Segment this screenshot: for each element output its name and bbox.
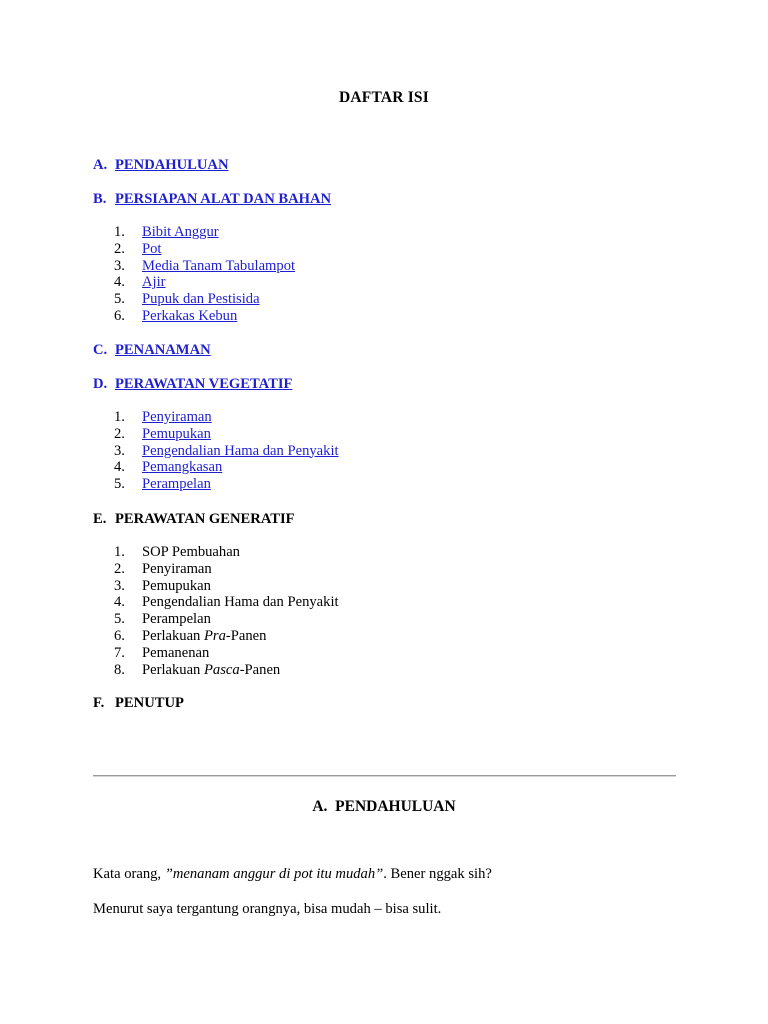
list-item: [114, 476, 339, 493]
toc-list-persiapan: [114, 224, 295, 325]
toc-link-pot[interactable]: Pot: [142, 240, 162, 257]
list-number: 8.: [114, 661, 125, 678]
list-item: [114, 561, 339, 578]
list-number: 4.: [114, 274, 125, 291]
list-number: 6.: [114, 627, 125, 644]
list-number: 3.: [114, 577, 125, 594]
toc-title: DAFTAR ISI: [339, 89, 429, 106]
toc-label: PERSIAPAN ALAT DAN BAHAN: [115, 191, 332, 207]
toc-link-bibit-anggur[interactable]: Bibit Anggur: [142, 224, 219, 240]
list-item: [114, 594, 339, 611]
list-item: [114, 443, 339, 460]
list-number: 4.: [114, 459, 125, 476]
toc-link-perkakas[interactable]: Perkakas Kebun: [142, 307, 238, 324]
toc-link-perampelan[interactable]: Perampelan: [142, 476, 211, 493]
list-item: [114, 241, 295, 258]
list-item: [114, 544, 339, 561]
toc-label: PENDAHULUAN: [115, 157, 229, 173]
toc-heading-perawatan-generatif: [93, 511, 295, 528]
list-item-text: [142, 662, 280, 678]
list-item-text: Penyiraman: [142, 560, 212, 577]
list-number: 2.: [114, 240, 125, 257]
toc-letter: B.: [93, 191, 107, 207]
list-number: 4.: [114, 594, 125, 611]
toc-link-persiapan[interactable]: [93, 191, 331, 208]
list-item-text: [142, 628, 266, 644]
paragraph-text: . Bener nggak sih?: [383, 866, 492, 882]
text-part: -Panen: [239, 661, 281, 678]
list-item: [114, 662, 339, 679]
toc-list-generatif: [114, 544, 339, 678]
list-number: 3.: [114, 257, 125, 274]
horizontal-divider: [93, 775, 676, 777]
list-number: 5.: [114, 611, 125, 628]
list-item: [114, 645, 339, 662]
list-item-text: SOP Pembuahan: [142, 544, 240, 560]
list-item-text: Pemupukan: [142, 577, 211, 594]
toc-label: PENANAMAN: [115, 342, 211, 358]
list-number: 1.: [114, 409, 125, 425]
list-item: [114, 274, 295, 291]
list-number: 2.: [114, 425, 125, 442]
italic-text: Pra: [204, 627, 226, 644]
text-part: -Panen: [225, 627, 267, 644]
list-item-text: Perampelan: [142, 611, 211, 628]
toc-link-pemupukan[interactable]: Pemupukan: [142, 425, 211, 442]
list-item: [114, 409, 339, 426]
list-item: [114, 628, 339, 645]
list-item: [114, 459, 339, 476]
list-item: [114, 308, 295, 325]
list-number: 6.: [114, 307, 125, 324]
list-number: 2.: [114, 560, 125, 577]
paragraph-2: Menurut saya tergantung orangnya, bisa mudah – bisa sulit.: [93, 901, 442, 917]
toc-link-ajir[interactable]: Ajir: [142, 274, 166, 291]
toc-list-vegetatif: [114, 409, 339, 493]
toc-link-penyiraman[interactable]: Penyiraman: [142, 409, 212, 425]
toc-letter: A.: [93, 157, 108, 173]
list-number: 5.: [114, 291, 125, 308]
list-number: 5.: [114, 476, 125, 493]
list-number: 1.: [114, 224, 125, 240]
toc-link-pengendalian[interactable]: Pengendalian Hama dan Penyakit: [142, 442, 339, 459]
section-title-pendahuluan: A. PENDAHULUAN: [312, 798, 456, 815]
list-item-text: Pengendalian Hama dan Penyakit: [142, 594, 339, 611]
toc-link-pupuk[interactable]: Pupuk dan Pestisida: [142, 291, 260, 308]
toc-heading-penutup: [93, 695, 184, 712]
text-part: Perlakuan: [142, 661, 205, 678]
toc-label: PERAWATAN GENERATIF: [115, 511, 295, 527]
toc-link-pemangkasan[interactable]: Pemangkasan: [142, 459, 223, 476]
list-number: 1.: [114, 544, 125, 560]
toc-letter: C.: [93, 342, 108, 358]
toc-label: PENUTUP: [115, 695, 184, 711]
toc-label: PERAWATAN VEGETATIF: [115, 376, 293, 392]
list-item: [114, 578, 339, 595]
toc-letter: D.: [93, 376, 108, 392]
toc-link-pendahuluan[interactable]: [93, 157, 229, 174]
toc-link-penanaman[interactable]: [93, 342, 211, 359]
list-number: 3.: [114, 442, 125, 459]
toc-letter: E.: [93, 511, 107, 527]
paragraph-text: Kata orang,: [93, 866, 165, 882]
list-item: [114, 224, 295, 241]
quote-text: ”menanam anggur di pot itu mudah”: [164, 866, 384, 882]
list-item: [114, 426, 339, 443]
list-item: [114, 291, 295, 308]
toc-letter: F.: [93, 695, 105, 711]
text-part: Perlakuan: [142, 627, 205, 644]
list-item: [114, 611, 339, 628]
list-item: [114, 258, 295, 275]
list-number: 7.: [114, 644, 125, 661]
italic-text: Pasca: [204, 661, 240, 678]
list-item-text: Pemanenan: [142, 644, 210, 661]
toc-link-media-tanam[interactable]: Media Tanam Tabulampot: [142, 257, 296, 274]
paragraph-1: [93, 866, 492, 883]
toc-link-perawatan-vegetatif[interactable]: [93, 376, 292, 393]
